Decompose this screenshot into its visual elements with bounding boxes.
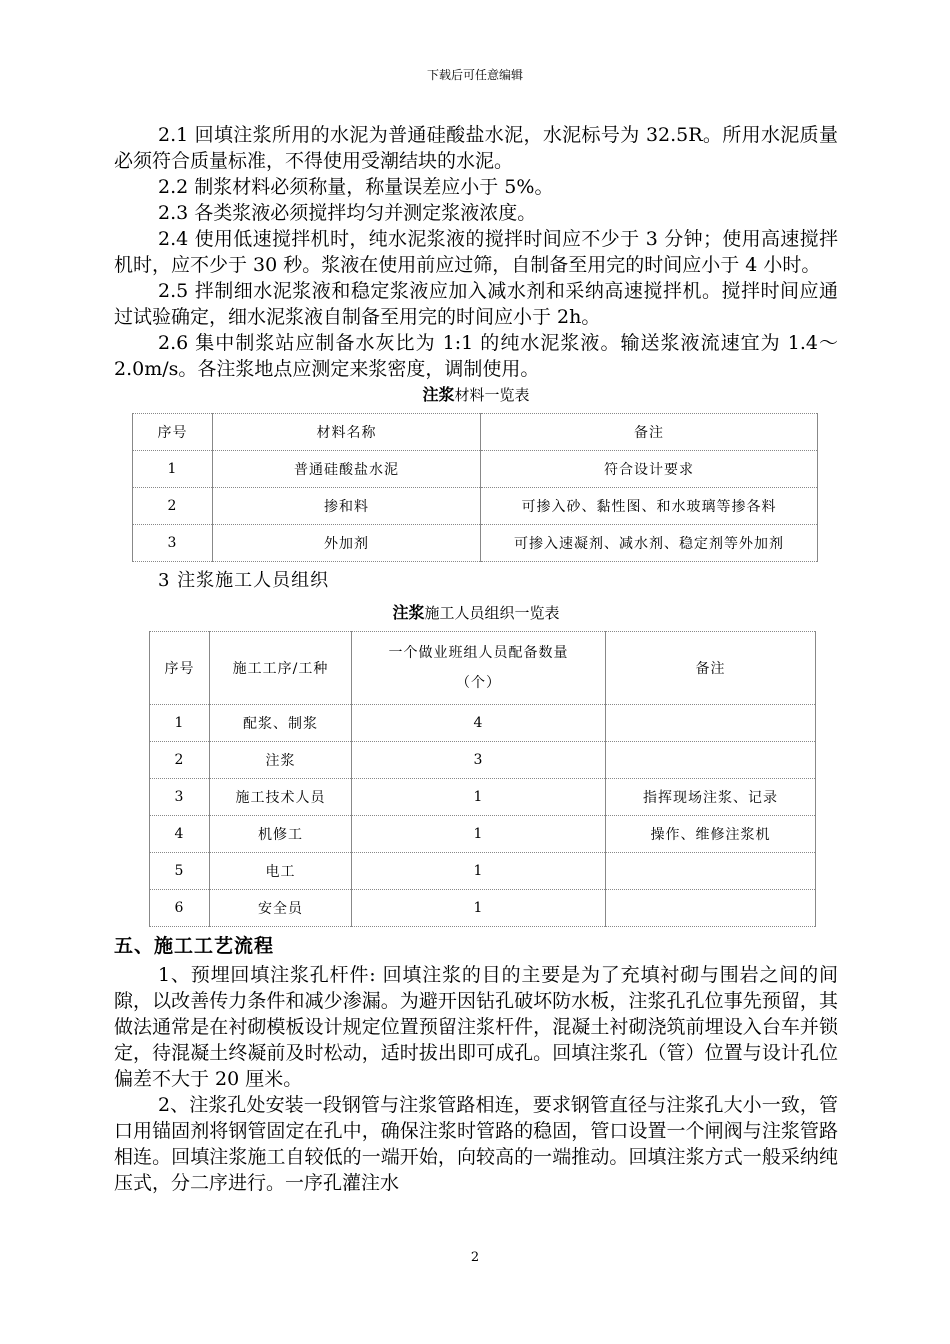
table-cell: 注浆 — [210, 742, 352, 779]
header-quantity-line2: （个） — [456, 675, 501, 691]
table-cell: 4 — [352, 705, 606, 742]
table-cell: 指挥现场注浆、记录 — [606, 779, 816, 816]
table-cell: 操作、维修注浆机 — [606, 816, 816, 853]
table-cell: 6 — [150, 890, 210, 927]
table-cell: 3 — [150, 779, 210, 816]
table-row — [150, 742, 816, 779]
section-heading-3: 3 注浆施工人员组织 — [158, 570, 330, 591]
table-cell: 4 — [150, 816, 210, 853]
header-cell-quantity — [352, 632, 606, 705]
table-row — [133, 488, 818, 525]
table-row — [150, 779, 816, 816]
top-paragraphs — [114, 122, 838, 382]
header-cell: 施工工序/工种 — [210, 632, 352, 705]
table-cell: 安全员 — [210, 890, 352, 927]
paragraph: 2.3 各类浆液必须搅拌均匀并测定浆液浓度。 — [158, 202, 537, 224]
table-cell: 1 — [352, 890, 606, 927]
table-header-row — [150, 632, 816, 705]
header-cell: 序号 — [133, 414, 213, 451]
table-cell — [606, 742, 816, 779]
table-cell: 1 — [352, 853, 606, 890]
materials-table — [132, 413, 818, 562]
table2-caption-rest: 施工人员组织一览表 — [424, 604, 560, 622]
table-cell: 电工 — [210, 853, 352, 890]
table-row — [133, 451, 818, 488]
paragraph: 2.1 回填注浆所用的水泥为普通硅酸盐水泥，水泥标号为 32.5R。所用水泥质量必须符合质量标准，不得使用受潮结块的水泥。 — [114, 124, 838, 172]
header-cell: 备注 — [606, 632, 816, 705]
table-row — [150, 853, 816, 890]
table-cell: 普通硅酸盐水泥 — [213, 451, 481, 488]
table1-caption-bold: 注浆 — [422, 385, 455, 404]
table-cell: 3 — [352, 742, 606, 779]
page-header: 下载后可任意编辑 — [426, 68, 523, 82]
header-cell: 材料名称 — [213, 414, 481, 451]
paragraph: 2.2 制浆材料必须称量，称量误差应小于 5%。 — [158, 176, 554, 198]
table-cell: 配浆、制浆 — [210, 705, 352, 742]
paragraph: 2.6 集中制浆站应制备水灰比为 1:1 的纯水泥浆液。输送浆液流速宜为 1.4～2.0m/s。各注浆地点应测定来浆密度，调制使用。 — [114, 332, 838, 380]
table-cell: 机修工 — [210, 816, 352, 853]
section-heading-5: 五、施工工艺流程 — [114, 935, 275, 957]
table1-caption — [114, 384, 838, 406]
table-cell: 1 — [352, 779, 606, 816]
personnel-table — [149, 631, 816, 927]
header-quantity-line1: 一个做业班组人员配备数量 — [388, 645, 569, 661]
paragraph: 1、预埋回填注浆孔杆件: 回填注浆的目的主要是为了充填衬砌与围岩之间的间隙，以改善传力条件和减少渗漏。为避开因钻孔破坏防水板，注浆孔孔位事先预留，其做法通常是在衬砌模板设计规定位置预留注浆杆件，混凝土衬砌浇筑前埋设入台车并锁定，待混凝土终凝前及时松动，适时拔出即可成孔。回填注浆孔（管）位置与设计孔位偏差不大于 20 厘米。 — [114, 964, 838, 1090]
table-cell: 1 — [150, 705, 210, 742]
document-body — [114, 122, 838, 1196]
table-cell: 2 — [133, 488, 213, 525]
header-cell: 备注 — [481, 414, 818, 451]
table-header-row — [133, 414, 818, 451]
table-row — [133, 525, 818, 562]
table-cell: 1 — [133, 451, 213, 488]
table2-caption-bold: 注浆 — [392, 603, 425, 622]
paragraph: 2.5 拌制细水泥浆液和稳定浆液应加入减水剂和采纳高速搅拌机。搅拌时间应通过试验确定，细水泥浆液自制备至用完的时间应小于 2h。 — [114, 280, 838, 328]
table-cell: 施工技术人员 — [210, 779, 352, 816]
table-row — [150, 890, 816, 927]
table2-caption — [114, 602, 838, 624]
table-cell: 3 — [133, 525, 213, 562]
table-cell — [606, 705, 816, 742]
table-cell: 可掺入砂、黏性图、和水玻璃等掺各料 — [481, 488, 818, 525]
table1-caption-rest: 材料一览表 — [454, 386, 530, 404]
paragraph: 2、注浆孔处安装一段钢管与注浆管路相连，要求钢管直径与注浆孔大小一致，管口用锚固剂将钢管固定在孔中，确保注浆时管路的稳固，管口设置一个闸阀与注浆管路相连。回填注浆施工自较低的一端开始，向较高的一端推动。回填注浆方式一般采纳纯压式，分二序进行。一序孔灌注水 — [114, 1094, 838, 1194]
table-cell: 5 — [150, 853, 210, 890]
header-cell: 序号 — [150, 632, 210, 705]
table-cell: 外加剂 — [213, 525, 481, 562]
page-number: 2 — [470, 1250, 480, 1265]
table-cell: 符合设计要求 — [481, 451, 818, 488]
table-cell: 掺和料 — [213, 488, 481, 525]
table-cell — [606, 853, 816, 890]
table-cell — [606, 890, 816, 927]
table-cell: 2 — [150, 742, 210, 779]
paragraph: 2.4 使用低速搅拌机时，纯水泥浆液的搅拌时间应不少于 3 分钟；使用高速搅拌机时，应不少于 30 秒。浆液在使用前应过筛，自制备至用完的时间应小于 4 小时。 — [114, 228, 838, 276]
table-cell: 可掺入速凝剂、减水剂、稳定剂等外加剂 — [481, 525, 818, 562]
table-row — [150, 816, 816, 853]
table-row — [150, 705, 816, 742]
table-cell: 1 — [352, 816, 606, 853]
